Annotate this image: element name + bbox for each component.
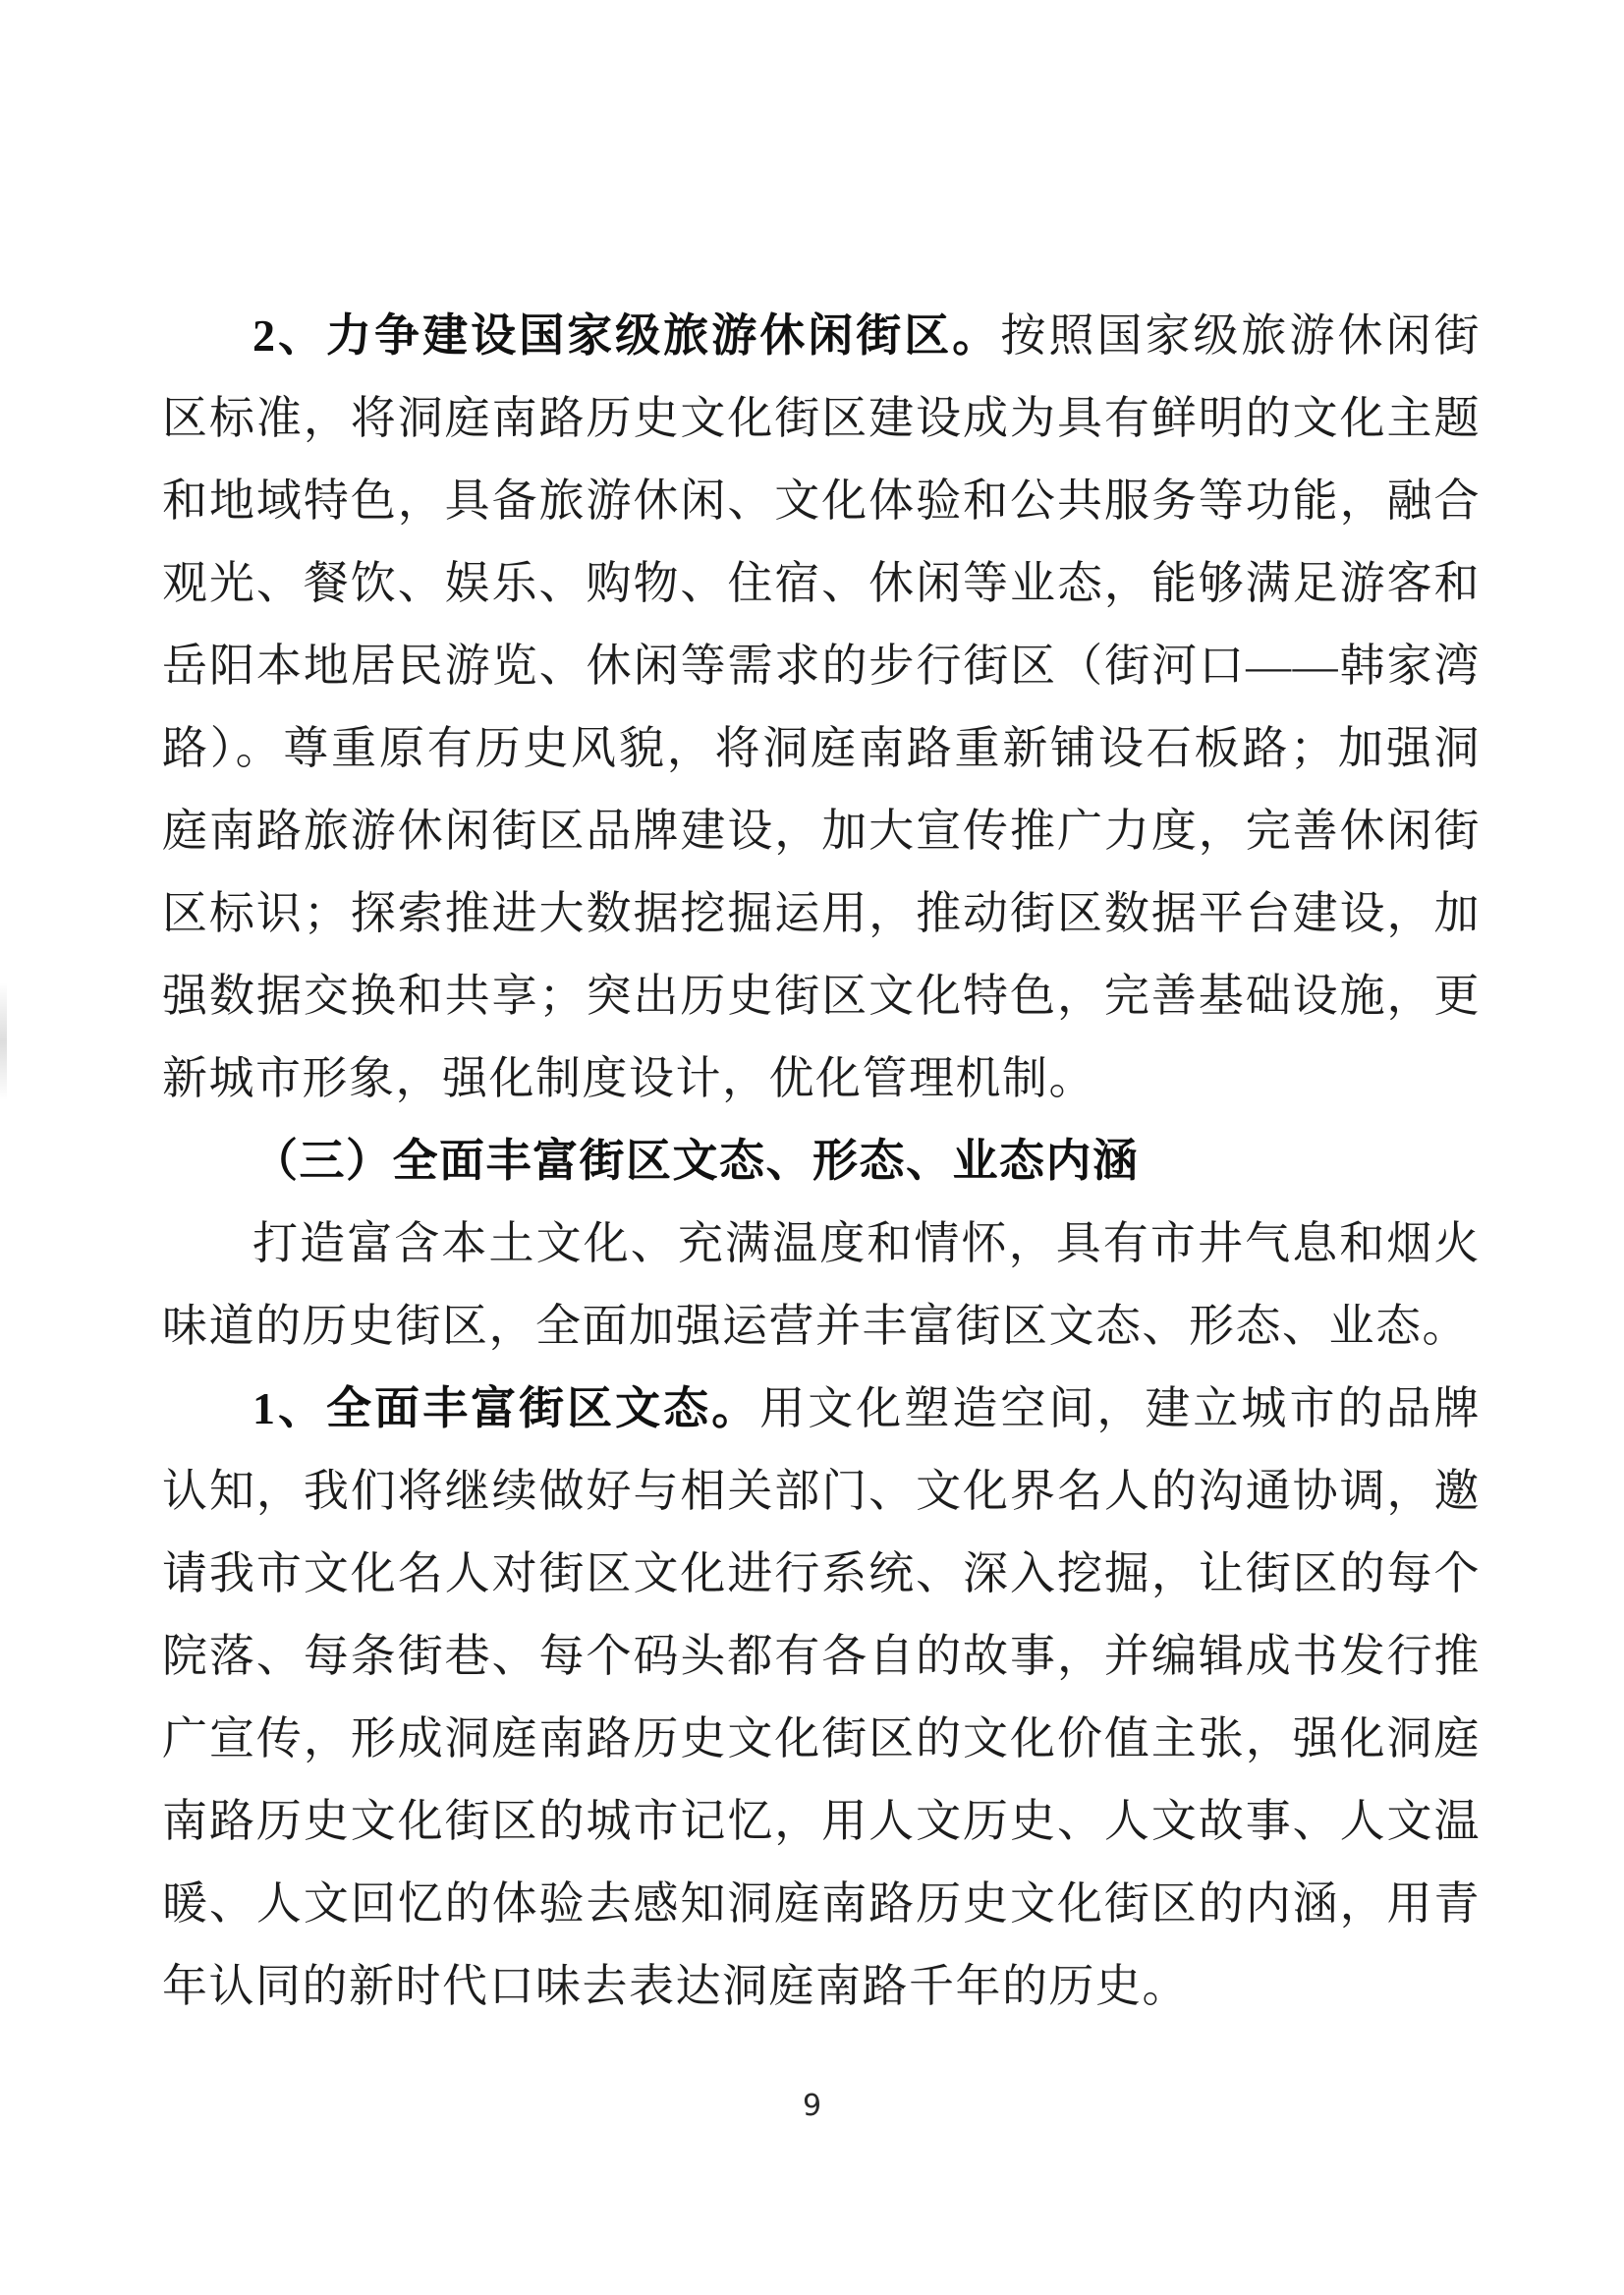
scan-smudge-artifact	[0, 982, 7, 1100]
section-heading-3	[162, 1120, 1481, 1203]
section-heading-text: （三）全面丰富街区文态、形态、业态内涵	[252, 1136, 1140, 1186]
paragraph-bold-lead: 2、力争建设国家级旅游休闲街区。	[252, 310, 1001, 361]
paragraph-body-text: 打造富含本土文化、充满温度和情怀，具有市井气息和烟火味道的历史街区，全面加强运营并丰富街区文态、形态、业态。	[162, 1218, 1481, 1351]
paragraph-bold-lead: 1、全面丰富街区文态。	[252, 1383, 760, 1433]
paragraph-body-text: 用文化塑造空间，建立城市的品牌认知，我们将继续做好与相关部门、文化界名人的沟通协调，邀请我市文化名人对街区文化进行系统、深入挖掘，让街区的每个院落、每条街巷、每个码头都有各自的故事，并编辑成书发行推广宣传，形成洞庭南路历史文化街区的文化价值主张，强化洞庭南路历史文化街区的城市记忆，用人文历史、人文故事、人文温暖、人文回忆的体验去感知洞庭南路历史文化街区的内涵，用青年认同的新时代口味去表达洞庭南路千年的历史。	[162, 1383, 1482, 2011]
paragraph-enrich-district-overview	[162, 1203, 1481, 1368]
page-number: 9	[802, 2089, 822, 2123]
paragraph-body-text: 按照国家级旅游休闲街区标准，将洞庭南路历史文化街区建设成为具有鲜明的文化主题和地域特色，具备旅游休闲、文化体验和公共服务等功能，融合观光、餐饮、娱乐、购物、住宿、休闲等业态，能够满足游客和岳阳本地居民游览、休闲等需求的步行街区（街河口——韩家湾路）。尊重原有历史风貌，将洞庭南路重新铺设石板路；加强洞庭南路旅游休闲街区品牌建设，加大宣传推广力度，完善休闲街区标识；探索推进大数据挖掘运用，推动街区数据平台建设，加强数据交换和共享；突出历史街区文化特色，完善基础设施，更新城市形象，强化制度设计，优化管理机制。	[162, 310, 1482, 1103]
paragraph-item-1-enrich-cultural-form	[162, 1368, 1481, 2028]
paragraph-item-2-national-leisure-district	[162, 295, 1481, 1120]
document-body	[162, 295, 1481, 2028]
